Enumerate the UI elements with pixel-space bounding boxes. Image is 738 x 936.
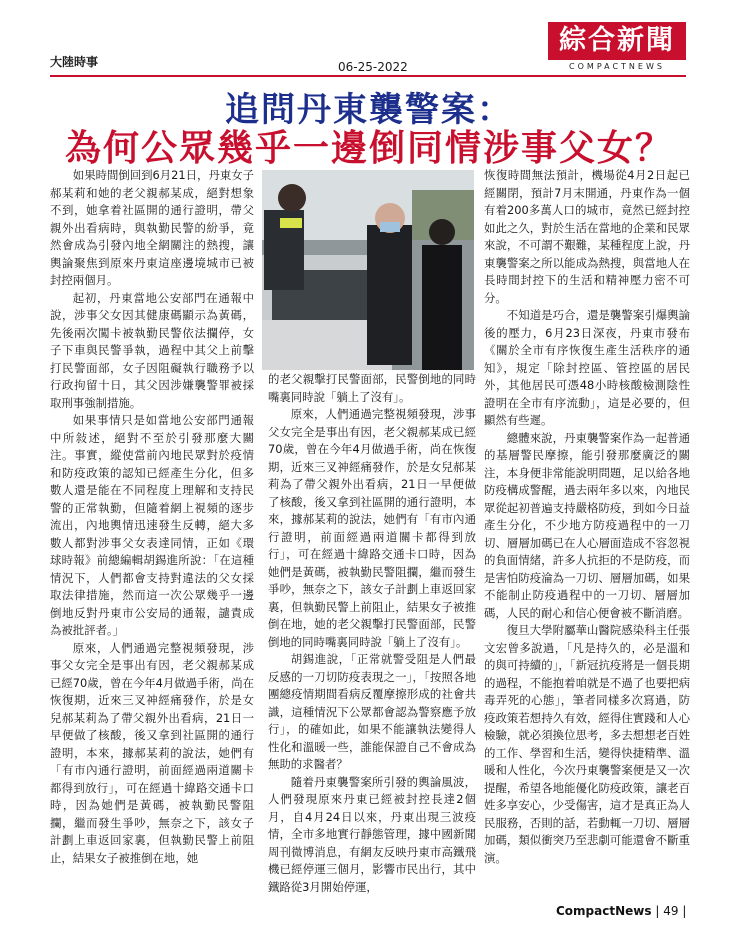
article-column-1 <box>50 167 254 902</box>
page-number: 49 <box>663 904 679 918</box>
paragraph: 原來，人們通過完整視頻發現，涉事父女完全是事出有因，老父親郝某成已經70歲，曾在今年4月做過手術，尚在恢復期，近來三叉神經痛發作，於是女兒郝某莉為了帶父親外出看病，21日一早便做了核酸，後又拿到社區開的通行證明，本來，據郝某莉的說法，她們有「有市內通行證明，前面經過兩道關卡都得到放行」，可在經過十緯路交通卡口時，因為她們是黃碼，被執勤民警阻攔，繼而發生爭吵，無奈之下，該女子計劃上車返回家裏，但執勤民警上前阻止，結果女子被推倒在地，她的老父親擊打民警面部，民警倒地的同時嘴裏同時說「躺上了沒有」。 <box>268 407 476 649</box>
issue-date: 06-25-2022 <box>338 60 408 74</box>
paragraph: 如果事情只是如當地公安部門通報中所敍述，絕對不至於引發那麼大關注。事實，縱使當前內地民眾對於疫情和防疫政策的認知已經產生分化，但多數人還是能在不同程度上理解和支持民警的正常執勤，但隨着網上視頻的逐步流出，內地輿情迅速發生反轉，絕大多數人都對涉事父女表達同情，正如《環球時報》前總編輯胡錫進所說：「在這種情況下，人們都會支持對違法的父女採取法律措施，然而這一次公眾幾乎一邊倒地反對丹東市公安局的通報，譴責成為被批評者。」 <box>50 413 254 637</box>
article-column-3 <box>484 167 690 902</box>
paragraph: 起初，丹東當地公安部門在通報中說，涉事父女因其健康碼顯示為黃碼，先後兩次闖卡被執勤民警依法攔停，女子下車與民警爭執，過程中其父上前擊打民警面部，女子因阻礙執行職務予以行政拘留十日，其父因涉嫌襲警罪被採取刑事強制措施。 <box>50 290 254 410</box>
footer-end-mark: | <box>682 904 687 918</box>
paragraph: 不知道是巧合，還是襲警案引爆輿論後的壓力，6月23日深夜，丹東市發布《關於全市有序恢復生產生活秩序的通知》，規定「除封控區、管控區的居民外，其他居民可憑48小時核酸檢測陰性證明在全市有序流動」，這是必要的，但顯然有些遲。 <box>484 308 690 427</box>
paragraph: 復旦大學附屬華山醫院感染科主任張文宏曾多說過，「凡是持久的，必是溫和的與可持續的」，「新冠抗疫將是一個長期的過程，不能抱着咱就是不過了也要把病毒弄死的心態」，筆者同樣多次寫過，防疫政策若想持久有效，經得住實踐和人心檢驗，就必須換位思考，多去想想老百姓的工作、學習和生活，變得快捷精準、溫暖和人性化，今次丹東襲警案便是又一次提醒，希望各地能優化防疫政策，讓老百姓多享安心，少受傷害，這才是真正為人民服務，否則的話，若動輒一刀切、層層加碼，類似衝突乃至悲劇可能還會不斷重演。 <box>484 623 690 865</box>
section-label: 大陸時事 <box>50 55 99 69</box>
footer-separator: | <box>655 904 660 918</box>
header-rule <box>50 75 686 77</box>
paragraph: 原來，人們通過完整視頻發現，涉事父女完全是事出有因，老父親郝某成已經70歲，曾在今年4月做過手術，尚在恢復期，近來三叉神經痛發作，於是女兒郝某莉為了帶父親外出看病，21日一早便做了核酸，後又拿到社區開的通行證明，本來，據郝某莉的說法，她們有「有市內通行證明，前面經過兩道關卡都得到放行」，可在經過十緯路交通卡口時，因為她們是黃碼，被執勤民警阻攔，繼而發生爭吵，無奈之下，該女子計劃上車返回家裏，但執勤民警上前阻止，結果女子被推倒在地，她 <box>50 640 254 865</box>
paragraph: 總體來說，丹東襲警案作為一起普通的基層警民摩擦，能引發那麼廣泛的關注，本身便非常能說明問題，足以給各地防疫構成警醒，過去兩年多以來，內地民眾從起初普遍支持嚴格防疫，到如今日益產生分化，不少地方防疫過程中的一刀切、層層加碼已在人心層面造成不容忽視的負面情緒，許多人抗拒的不是防疫，而是害怕防疫淪為一刀切、層層加碼，如果不能制止防疫過程中的一刀切、層層加碼，人民的耐心和信心便會被不斷消磨。 <box>484 430 690 620</box>
paragraph: 如果時間倒回到6月21日，丹東女子郝某莉和她的老父親郝某成，絕對想象不到，她拿着社區開的通行證明，帶父親外出看病時，與執勤民警的紛爭，竟然會成為引發內地全網關注的熱搜，讓輿論聚焦到原來丹東這座邊境城市已被封控兩個月。 <box>50 168 254 287</box>
article-column-2-continuation <box>268 371 476 411</box>
paragraph: 的老父親擊打民警面部，民警倒地的同時嘴裏同時說「躺上了沒有」。 <box>268 372 476 404</box>
paragraph: 恢復時間無法預計，機場從4月2日起已經關閉，預計7月末開通，丹東作為一個有着200多萬人口的城市，竟然已經封控如此之久，對於生活在當地的企業和民眾來說，不可謂不艱難，某種程度上說，丹東襲警案之所以能成為熱搜，與當地人在長時間封控下的生活和精神壓力密不可分。 <box>484 168 690 305</box>
logo-title: 綜合新聞 <box>548 22 686 60</box>
paragraph: 隨着丹東襲警案所引發的輿論風波，人們發現原來丹東已經被封控長達2個月，自4月24日以來，丹東出現三波疫情，全市多地實行靜態管理，據中國新聞周刊微博消息，有網友反映丹東市高鐵飛機已經停運三個月，影響市民出行，其中鐵路從3月開始停運， <box>268 774 476 894</box>
street-scene-illustration <box>262 170 474 370</box>
logo-subtitle: COMPACTNEWS <box>569 62 665 71</box>
headline-line-2: 為何公眾幾乎一邊倒同情涉事父女？ <box>64 127 673 169</box>
article-column-2 <box>268 406 476 902</box>
brand-logo <box>548 22 686 71</box>
headline-line-1: 追問丹東襲警案： <box>225 90 513 130</box>
paragraph: 胡錫進說，「正常就警受阻是人們最反感的一刀切防疫表現之一」，「按照各地團總疫情期間看病反覆摩擦形成的社會共識，這種情況下公眾都會認為警察應予放行」，的確如此，如果不能讓執法變得人性化和溫暖一些，誰能保證自己不會成為無助的求醫者？ <box>268 652 476 771</box>
page-footer <box>556 904 686 918</box>
footer-brand: CompactNews <box>556 904 652 918</box>
news-photo <box>262 170 474 370</box>
